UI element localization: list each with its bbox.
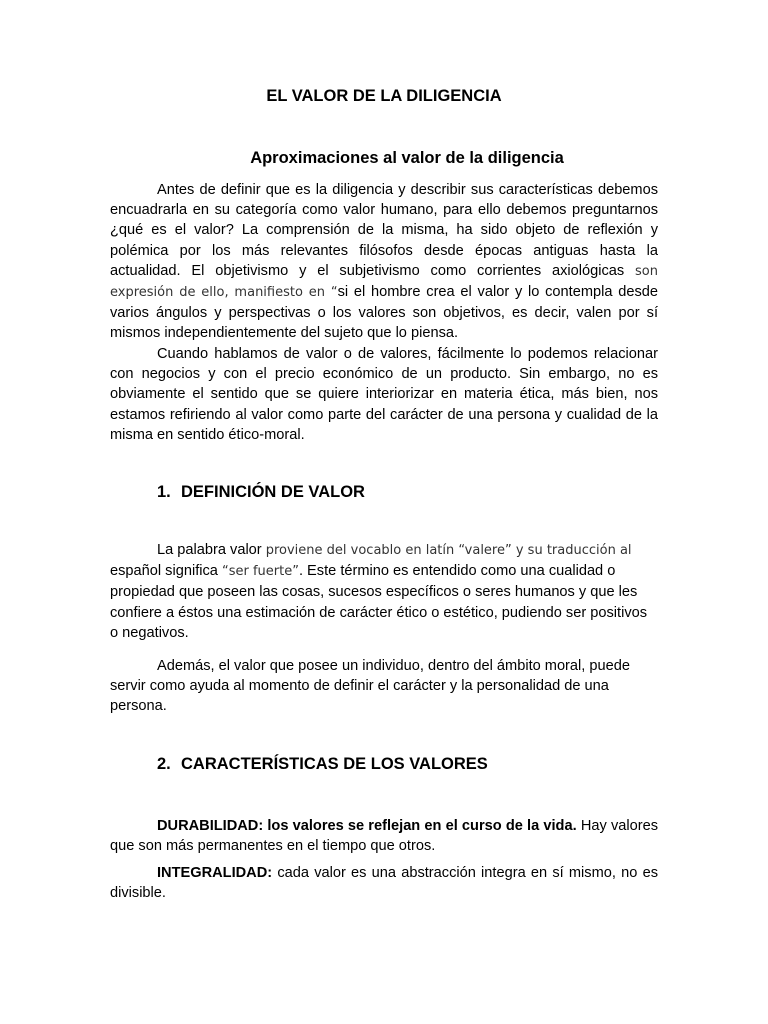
- section-1-paragraph-1-part-b: proviene del vocablo en latín “valere” y su traducción al: [265, 543, 632, 558]
- section-1-heading: [157, 482, 365, 502]
- integralidad-label: INTEGRALIDAD:: [157, 865, 273, 881]
- section-1-paragraph-1-part-e: . Este término es entendido como una cualidad o propiedad que poseen las cosas, sucesos específicos o seres humanos y que les confiere a éstos una estimación de carácter ético o estético, pudiendo ser positivos o negativos.: [110, 563, 648, 641]
- section-1-title: DEFINICIÓN DE VALOR: [181, 483, 365, 501]
- intro-paragraph-1-part-b: son expresión de ello, manifiesto en “: [110, 263, 658, 301]
- section-1-paragraph-2: Además, el valor que posee un individuo, dentro del ámbito moral, puede servir como ayuda al momento de definir el carácter y la personalidad de una persona.: [110, 658, 630, 715]
- integralidad-text: cada valor es una abstracción integra en sí mismo, no es divisible.: [110, 865, 658, 902]
- section-1-paragraph-1-part-d: “ser fuerte”: [221, 564, 299, 580]
- section-1-paragraph-1-part-a: La palabra valor: [157, 542, 266, 558]
- intro-paragraph-1: [110, 180, 658, 344]
- document-subtitle: Aproximaciones al valor de la diligencia: [250, 149, 564, 167]
- section-2-heading: [157, 754, 488, 774]
- section-1-paragraph-1-part-c: español significa: [110, 563, 218, 580]
- section-1-paragraph-1: [110, 540, 658, 643]
- intro-paragraph-2: Cuando hablamos de valor o de valores, fácilmente lo podemos relacionar con negocios y con el precio económico de un producto. Sin embargo, no es obviamente el sentido que se quiere interiorizar en materia ética, más bien, nos estamos refiriendo al valor como parte del carácter de una persona y cualidad de la misma en sentido ético-moral.: [110, 346, 658, 443]
- durabilidad-paragraph: [110, 816, 658, 856]
- section-1-number: 1.: [157, 483, 171, 501]
- durabilidad-label: DURABILIDAD: los valores se reflejan en el curso de la vida.: [157, 818, 577, 834]
- intro-paragraph-1-part-c: si el hombre crea el valor y lo contempla desde varios ángulos y perspectivas o los valores son objetivos, es decir, valen por sí mismos independientemente del sujeto que lo piensa.: [110, 284, 658, 342]
- section-2-number: 2.: [157, 755, 171, 773]
- document-title: EL VALOR DE LA DILIGENCIA: [266, 87, 502, 105]
- intro-paragraph-1-part-a: Antes de definir que es la diligencia y describir sus características debemos encuadrarla en su categoría como valor humano, para ello debemos preguntarnos ¿qué es el valor? La comprensión de la misma, ha sido objeto de reflexión y polémica por los más relevantes filósofos desde épocas antiguas hasta la actualidad. El objetivismo y el subjetivismo como corrientes axiológicas: [110, 182, 658, 279]
- integralidad-paragraph: [110, 863, 658, 903]
- section-2-title: CARACTERÍSTICAS DE LOS VALORES: [181, 755, 488, 773]
- durabilidad-text: Hay valores que son más permanentes en el tiempo que otros.: [110, 818, 658, 855]
